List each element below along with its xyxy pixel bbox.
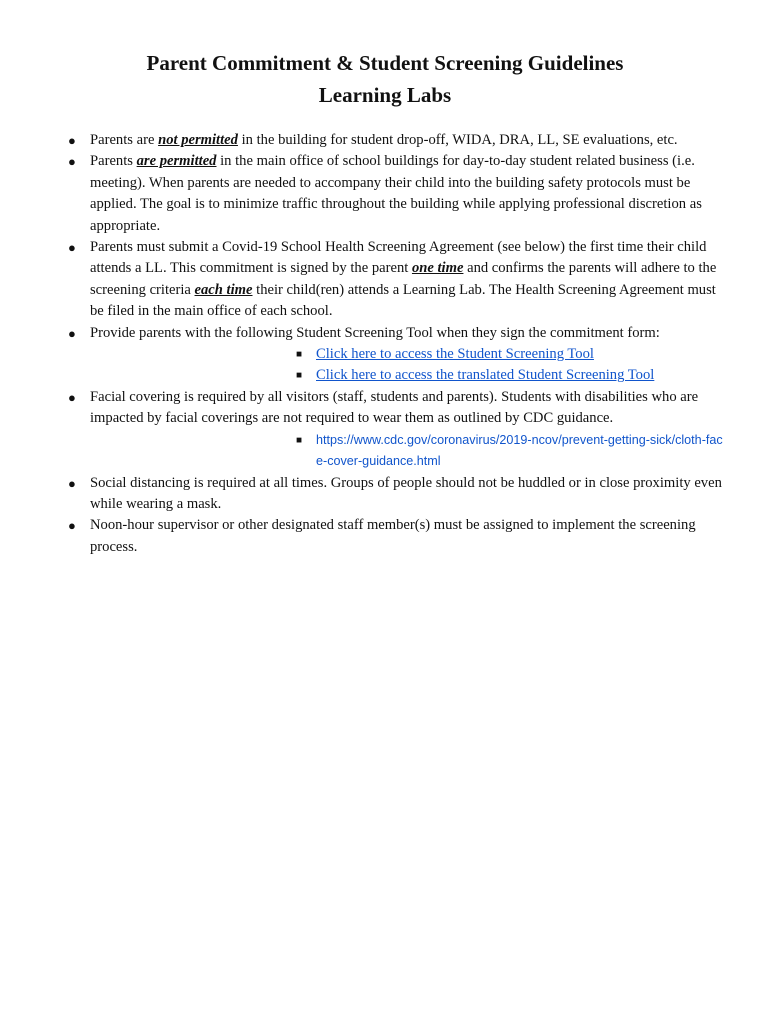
sub-list-item	[0, 344, 770, 365]
translated-screening-tool-link[interactable]: Click here to access the translated Student Screening Tool	[316, 367, 655, 384]
bullet-icon: ●	[68, 133, 76, 148]
list-item	[0, 130, 770, 151]
item-emphasis: one time	[411, 260, 464, 277]
item-text: Facial covering is required by all visitors (staff, students and parents). Students with disabilities who are impacted by facial coverings are not required to wear them as outlined by CDC guidance.	[90, 388, 699, 427]
item-emphasis: not permitted	[158, 132, 238, 148]
sub-list-item	[0, 365, 770, 386]
bullet-icon: ●	[68, 389, 76, 405]
list-item	[0, 151, 770, 237]
bullet-icon: ●	[68, 475, 76, 491]
item-text: their child(ren) attends a Learning Lab. The Health Screening Agreement must be filed in the main office of each school.	[90, 281, 716, 320]
item-text: Parents must submit a Covid-19 School Health Screening Agreement (see below) the first time their child attends a LL. This commitment is signed by the parent	[90, 239, 707, 277]
square-bullet-icon: ■	[296, 349, 303, 361]
item-text: Parents are	[90, 132, 159, 148]
item-text: Social distancing is required at all times. Groups of people should not be huddled or in close proximity even while wearing a mask.	[90, 474, 722, 512]
item-text: in the building for student drop-off, WIDA, DRA, LL, SE evaluations, etc.	[237, 132, 678, 148]
bullet-icon: ●	[68, 154, 76, 170]
list-item	[0, 323, 770, 344]
item-text: Noon-hour supervisor or other designated staff member(s) must be assigned to implement the screening process.	[90, 517, 696, 555]
bullet-icon: ●	[68, 518, 76, 534]
page-title: Parent Commitment & Student Screening Guidelines	[146, 51, 624, 75]
item-text: Parents	[90, 153, 137, 170]
square-bullet-icon: ■	[296, 370, 303, 382]
bullet-icon: ●	[68, 240, 76, 256]
list-item	[0, 473, 770, 516]
item-emphasis: each time	[194, 281, 253, 298]
student-screening-tool-link[interactable]: Click here to access the Student Screening Tool	[316, 346, 594, 363]
item-text: and confirms the parents will adhere to the screening criteria	[90, 260, 717, 298]
item-emphasis: are permitted	[136, 153, 217, 170]
cdc-guidance-link[interactable]: https://www.cdc.gov/coronavirus/2019-ncov/prevent-getting-sick/cloth-face-cover-guidance.html	[316, 432, 723, 469]
sub-list-item	[0, 430, 770, 473]
list-item	[0, 387, 770, 430]
bullet-icon: ●	[68, 325, 76, 341]
list-item	[0, 237, 770, 323]
square-bullet-icon: ■	[296, 434, 303, 446]
page-subtitle: Learning Labs	[318, 83, 452, 107]
list-item	[0, 515, 770, 558]
item-text: Provide parents with the following Student Screening Tool when they sign the commitment form:	[90, 324, 660, 341]
guidelines-list	[0, 130, 770, 558]
item-text: in the main office of school buildings for day-to-day student related business (i.e. meeting). When parents are needed to accompany their child into the building safety protocols must be applied. The goal is to minimize traffic throughout the building while applying professional discretion as appropriate.	[90, 153, 702, 234]
